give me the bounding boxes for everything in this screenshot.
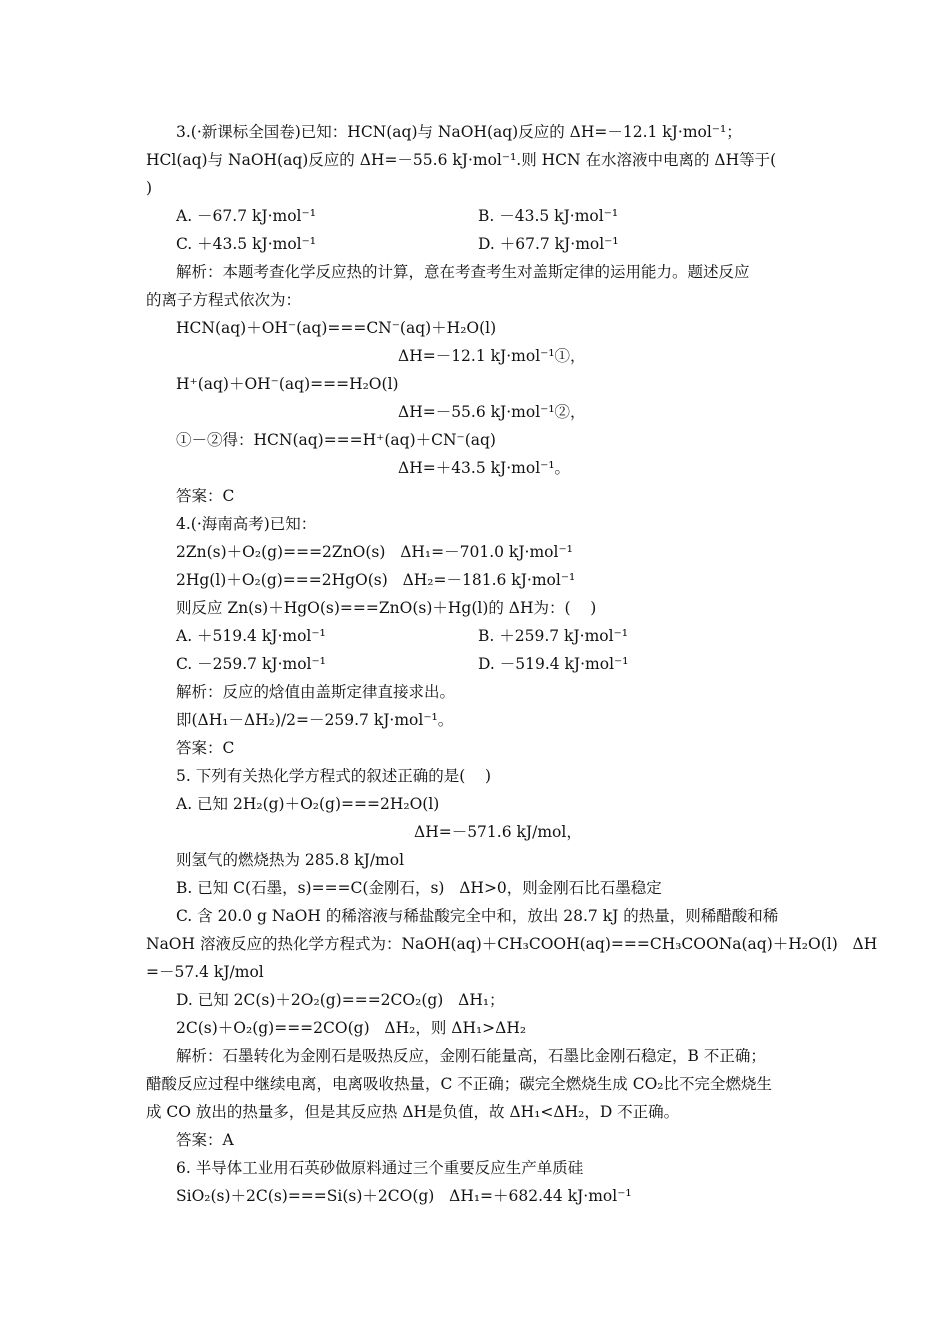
- text-line: 答案：C: [176, 487, 235, 505]
- text-line: SiO₂(s)＋2C(s)===Si(s)＋2CO(g) ΔH₁=＋682.44 kJ·mol⁻¹: [176, 1187, 632, 1205]
- text-line: D. －519.4 kJ·mol⁻¹: [478, 655, 629, 673]
- text-line: 2Hg(l)＋O₂(g)===2HgO(s) ΔH₂=－181.6 kJ·mol⁻¹: [176, 571, 576, 589]
- text-line: C. ＋43.5 kJ·mol⁻¹: [176, 235, 317, 253]
- text-line: D. ＋67.7 kJ·mol⁻¹: [478, 235, 619, 253]
- text-line: ΔH=－12.1 kJ·mol⁻¹①，: [398, 347, 586, 365]
- text-line: A. ＋519.4 kJ·mol⁻¹: [176, 627, 326, 645]
- text-line: 解析：石墨转化为金刚石是吸热反应，金刚石能量高，石墨比金刚石稳定，B 不正确；: [176, 1047, 766, 1065]
- text-line: 解析：反应的焓值由盖斯定律直接求出。: [176, 683, 456, 701]
- text-line: 的离子方程式依次为：: [146, 291, 302, 309]
- text-line: B. ＋259.7 kJ·mol⁻¹: [478, 627, 628, 645]
- text-line: H⁺(aq)＋OH⁻(aq)===H₂O(l): [176, 375, 399, 393]
- text-line: 答案：C: [176, 739, 235, 757]
- text-line: 3.(·新课标全国卷)已知：HCN(aq)与 NaOH(aq)反应的 ΔH=－12.1 kJ·mol⁻¹；: [176, 123, 742, 141]
- text-line: 即(ΔH₁－ΔH₂)/2=－259.7 kJ·mol⁻¹。: [176, 711, 454, 729]
- text-line: C. －259.7 kJ·mol⁻¹: [176, 655, 326, 673]
- text-line: ΔH=－571.6 kJ/mol，: [414, 823, 582, 841]
- text-line: 2Zn(s)＋O₂(g)===2ZnO(s) ΔH₁=－701.0 kJ·mol⁻¹: [176, 543, 573, 561]
- text-line: HCN(aq)＋OH⁻(aq)===CN⁻(aq)＋H₂O(l): [176, 319, 497, 337]
- text-line: C. 含 20.0 g NaOH 的稀溶液与稀盐酸完全中和，放出 28.7 kJ 的热量，则稀醋酸和稀: [176, 907, 779, 925]
- text-line: NaOH 溶液反应的热化学方程式为：NaOH(aq)＋CH₃COOH(aq)===CH₃COONa(aq)＋H₂O(l) ΔH: [146, 935, 878, 953]
- text-line: A. －67.7 kJ·mol⁻¹: [176, 207, 316, 225]
- text-line: 5. 下列有关热化学方程式的叙述正确的是( ): [176, 767, 492, 785]
- text-line: A. 已知 2H₂(g)＋O₂(g)===2H₂O(l): [176, 795, 440, 813]
- text-line: 2C(s)＋O₂(g)===2CO(g) ΔH₂，则 ΔH₁>ΔH₂: [176, 1019, 527, 1037]
- text-line: 则氢气的燃烧热为 285.8 kJ/mol: [176, 851, 405, 869]
- text-line: 4.(·海南高考)已知：: [176, 515, 317, 533]
- text-line: ): [146, 179, 153, 197]
- text-line: ΔH=－55.6 kJ·mol⁻¹②，: [398, 403, 586, 421]
- text-line: ΔH=＋43.5 kJ·mol⁻¹。: [398, 459, 571, 477]
- text-line: 答案：A: [176, 1131, 234, 1149]
- text-line: B. 已知 C(石墨，s)===C(金刚石，s) ΔH>0，则金刚石比石墨稳定: [176, 879, 662, 897]
- text-line: 醋酸反应过程中继续电离，电离吸收热量，C 不正确；碳完全燃烧生成 CO₂比不完全燃烧生: [146, 1075, 772, 1093]
- text-line: 成 CO 放出的热量多，但是其反应热 ΔH是负值，故 ΔH₁<ΔH₂，D 不正确。: [146, 1103, 680, 1121]
- text-line: =－57.4 kJ/mol: [146, 963, 264, 981]
- text-line: 解析：本题考查化学反应热的计算，意在考查考生对盖斯定律的运用能力。题述反应: [176, 263, 750, 281]
- text-line: 6. 半导体工业用石英砂做原料通过三个重要反应生产单质硅: [176, 1159, 584, 1177]
- text-line: 则反应 Zn(s)＋HgO(s)===ZnO(s)＋Hg(l)的 ΔH为：( ): [176, 599, 597, 617]
- text-line: HCl(aq)与 NaOH(aq)反应的 ΔH=－55.6 kJ·mol⁻¹.则 HCN 在水溶液中电离的 ΔH等于(: [146, 151, 777, 169]
- text-line: B. －43.5 kJ·mol⁻¹: [478, 207, 619, 225]
- text-line: D. 已知 2C(s)＋2O₂(g)===2CO₂(g) ΔH₁；: [176, 991, 505, 1009]
- text-line: ①－②得：HCN(aq)===H⁺(aq)＋CN⁻(aq): [176, 431, 496, 449]
